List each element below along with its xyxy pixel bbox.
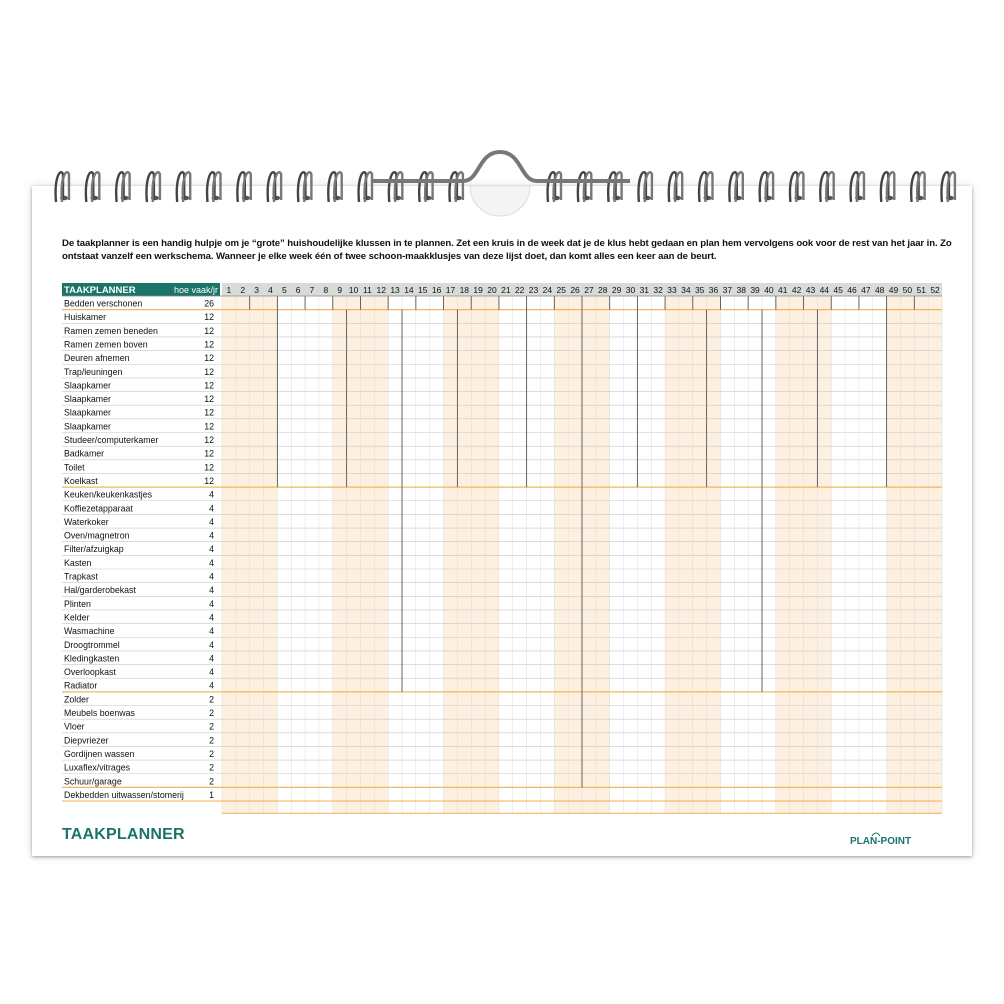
week-number: 30 bbox=[625, 285, 636, 295]
week-number: 39 bbox=[750, 285, 760, 295]
week-number: 43 bbox=[805, 285, 816, 295]
task-name: Deuren afnemen bbox=[64, 353, 130, 364]
task-name: Droogtrommel bbox=[64, 639, 120, 650]
week-number: 37 bbox=[722, 285, 733, 295]
task-name: Kasten bbox=[64, 557, 92, 568]
task-name: Waterkoker bbox=[64, 516, 109, 527]
task-name: Plinten bbox=[64, 598, 91, 609]
week-shade bbox=[360, 296, 374, 813]
task-name: Diepvriezer bbox=[64, 735, 109, 746]
week-number: 48 bbox=[874, 285, 885, 295]
week-number: 11 bbox=[362, 285, 372, 295]
table-title: TAAKPLANNER bbox=[64, 285, 136, 296]
task-frequency: 12 bbox=[204, 421, 214, 432]
week-number: 2 bbox=[240, 285, 246, 295]
task-frequency: 4 bbox=[209, 544, 214, 555]
week-number: 40 bbox=[764, 285, 774, 295]
task-name: Overloopkast bbox=[64, 667, 116, 678]
week-shade bbox=[596, 296, 610, 813]
week-shade bbox=[693, 296, 707, 813]
week-number: 17 bbox=[445, 285, 456, 295]
task-frequency: 4 bbox=[209, 612, 214, 623]
task-name: Gordijnen wassen bbox=[64, 748, 135, 759]
week-number: 18 bbox=[459, 285, 470, 295]
task-name: Vloer bbox=[64, 721, 85, 732]
week-shade bbox=[264, 296, 278, 813]
task-name: Trapkast bbox=[64, 571, 98, 582]
task-frequency: 4 bbox=[209, 503, 214, 514]
intro-text: De taakplanner is een handig hulpje om je “grote” huishoudelijke klussen in te plannen. Zet een kruis in de week dat je de klus hebt gedaan en plan hem vervolgens ook voor de rest van het jaar in. Zo ontstaat vanzelf een werkschema. Wanneer je elke week één of twee schoon-maakklusjes van deze lijst doet, dan komt alles een keer aan de beurt. bbox=[62, 238, 952, 263]
task-name: Studeer/computerkamer bbox=[64, 435, 159, 445]
task-name: Ramen zemen beneden bbox=[64, 325, 158, 336]
week-number: 27 bbox=[584, 285, 594, 295]
week-number: 8 bbox=[323, 285, 329, 295]
task-frequency: 4 bbox=[209, 639, 214, 650]
week-number: 34 bbox=[681, 285, 691, 295]
week-shade bbox=[250, 296, 264, 813]
week-shade bbox=[236, 296, 250, 813]
week-number: 32 bbox=[653, 285, 663, 295]
week-number: 44 bbox=[819, 285, 830, 295]
week-number: 3 bbox=[254, 285, 259, 295]
week-number: 41 bbox=[778, 285, 788, 295]
week-shade bbox=[347, 296, 361, 813]
week-shade bbox=[665, 296, 679, 813]
task-name: Huiskamer bbox=[64, 312, 107, 323]
task-frequency: 12 bbox=[204, 353, 214, 364]
week-number: 51 bbox=[916, 285, 926, 295]
task-name: Ramen zemen boven bbox=[64, 339, 148, 350]
week-number: 1 bbox=[226, 285, 232, 295]
task-frequency: 12 bbox=[204, 448, 214, 459]
week-number: 31 bbox=[639, 285, 650, 295]
week-shade bbox=[914, 296, 928, 813]
week-shade bbox=[471, 296, 485, 813]
task-frequency: 1 bbox=[209, 789, 214, 800]
task-name: Slaapkamer bbox=[64, 421, 111, 432]
week-number: 6 bbox=[295, 285, 301, 295]
week-shade bbox=[900, 296, 914, 813]
task-frequency: 4 bbox=[209, 626, 214, 637]
task-name: Oven/magnetron bbox=[64, 530, 130, 541]
task-name: Badkamer bbox=[64, 448, 105, 459]
week-number: 5 bbox=[281, 285, 287, 295]
week-number: 28 bbox=[598, 285, 608, 295]
task-frequency: 12 bbox=[204, 394, 214, 405]
week-shade bbox=[679, 296, 693, 813]
task-name: Slaapkamer bbox=[64, 407, 111, 418]
task-frequency: 2 bbox=[209, 762, 214, 773]
week-number: 13 bbox=[390, 285, 400, 295]
week-number: 29 bbox=[611, 285, 622, 295]
week-shade bbox=[374, 296, 388, 813]
task-frequency: 2 bbox=[209, 694, 214, 705]
task-frequency: 12 bbox=[204, 407, 214, 418]
week-number: 10 bbox=[348, 285, 359, 295]
week-number: 45 bbox=[833, 285, 843, 295]
week-shade bbox=[333, 296, 347, 813]
week-number: 47 bbox=[861, 285, 871, 295]
week-number: 14 bbox=[404, 285, 414, 295]
task-frequency: 4 bbox=[209, 653, 214, 664]
task-name: Wasmachine bbox=[64, 626, 115, 637]
week-number: 4 bbox=[268, 285, 273, 295]
week-shade bbox=[457, 296, 471, 813]
task-frequency: 4 bbox=[209, 585, 214, 596]
week-number: 23 bbox=[528, 285, 539, 295]
task-name: Luxaflex/vitrages bbox=[64, 762, 131, 773]
week-shade bbox=[707, 296, 721, 813]
week-shade bbox=[582, 296, 596, 813]
week-shade bbox=[887, 296, 901, 813]
task-name: Schuur/garage bbox=[64, 776, 122, 787]
week-number: 24 bbox=[542, 285, 553, 295]
task-frequency: 12 bbox=[204, 325, 214, 336]
week-number: 21 bbox=[501, 285, 511, 295]
week-shade bbox=[790, 296, 804, 813]
task-frequency: 2 bbox=[209, 735, 214, 746]
task-name: Zolder bbox=[64, 694, 89, 705]
week-number: 25 bbox=[556, 285, 566, 295]
week-shade bbox=[776, 296, 790, 813]
week-shade bbox=[568, 296, 582, 813]
week-number: 7 bbox=[309, 285, 315, 295]
week-shade bbox=[222, 296, 236, 813]
frequency-header: hoe vaak/jr bbox=[173, 285, 218, 295]
task-frequency: 4 bbox=[209, 680, 214, 691]
task-frequency: 12 bbox=[204, 475, 214, 486]
task-name: Bedden verschonen bbox=[64, 298, 143, 309]
week-number: 33 bbox=[667, 285, 677, 295]
week-number: 15 bbox=[418, 285, 428, 295]
task-frequency: 4 bbox=[209, 598, 214, 609]
task-frequency: 12 bbox=[204, 312, 214, 323]
week-number: 20 bbox=[487, 285, 497, 295]
task-frequency: 12 bbox=[204, 339, 214, 350]
week-number: 26 bbox=[570, 285, 580, 295]
task-frequency: 12 bbox=[204, 435, 214, 445]
task-frequency: 2 bbox=[209, 776, 214, 787]
week-number: 50 bbox=[902, 285, 913, 295]
week-number: 36 bbox=[708, 285, 719, 295]
task-frequency: 2 bbox=[209, 748, 214, 759]
week-shade bbox=[485, 296, 499, 813]
task-frequency: 26 bbox=[204, 298, 214, 309]
task-frequency: 4 bbox=[209, 530, 214, 541]
task-name: Radiator bbox=[64, 680, 98, 691]
task-frequency: 12 bbox=[204, 380, 214, 391]
task-name: Slaapkamer bbox=[64, 394, 111, 405]
week-number: 19 bbox=[473, 285, 483, 295]
week-number: 46 bbox=[847, 285, 857, 295]
week-number: 42 bbox=[791, 285, 802, 295]
task-frequency: 4 bbox=[209, 571, 214, 582]
task-name: Hal/garderobekast bbox=[64, 585, 136, 596]
week-number: 22 bbox=[514, 285, 525, 295]
week-shade bbox=[804, 296, 818, 813]
task-name: Dekbedden uitwassen/stomerij bbox=[64, 789, 184, 800]
task-name: Kledingkasten bbox=[64, 653, 120, 664]
task-name: Koffiezetapparaat bbox=[64, 503, 133, 514]
task-frequency: 2 bbox=[209, 721, 214, 732]
footer-title: TAAKPLANNER bbox=[62, 826, 185, 843]
task-name: Filter/afzuigkap bbox=[64, 544, 124, 555]
task-name: Trap/leuningen bbox=[64, 366, 123, 377]
task-frequency: 12 bbox=[204, 366, 214, 377]
week-shade bbox=[444, 296, 458, 813]
task-frequency: 12 bbox=[204, 462, 214, 473]
week-number: 16 bbox=[431, 285, 442, 295]
task-frequency: 4 bbox=[209, 667, 214, 678]
week-number: 35 bbox=[694, 285, 705, 295]
task-name: Koelkast bbox=[64, 475, 98, 486]
week-number: 12 bbox=[376, 285, 386, 295]
task-name: Slaapkamer bbox=[64, 380, 111, 391]
task-frequency: 4 bbox=[209, 489, 214, 500]
task-frequency: 4 bbox=[209, 557, 214, 568]
week-number: 9 bbox=[337, 285, 343, 295]
week-shade bbox=[817, 296, 831, 813]
plan-point-logo bbox=[850, 830, 960, 855]
task-name: Toilet bbox=[64, 462, 85, 473]
task-name: Meubels boenwas bbox=[64, 708, 135, 718]
logo-lettering: PLAN-POINT bbox=[850, 836, 912, 847]
week-number: 49 bbox=[888, 285, 899, 295]
week-shade bbox=[928, 296, 942, 813]
task-name: Kelder bbox=[64, 612, 90, 623]
week-shade bbox=[554, 296, 568, 813]
task-frequency: 4 bbox=[209, 516, 214, 527]
week-number: 38 bbox=[736, 285, 746, 295]
week-number: 52 bbox=[930, 285, 940, 295]
plan-point-logo-mark bbox=[850, 830, 960, 852]
task-name: Keuken/keukenkastjes bbox=[64, 489, 153, 500]
task-frequency: 2 bbox=[209, 708, 214, 718]
